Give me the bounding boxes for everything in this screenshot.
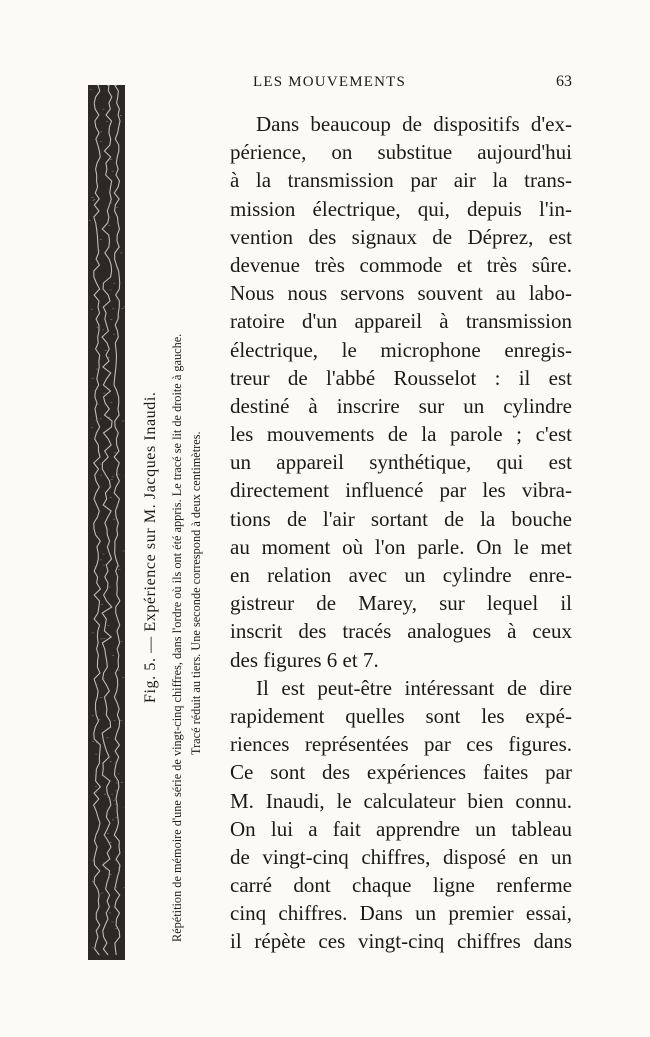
- running-header-title: LES MOUVEMENTS: [253, 74, 407, 90]
- figure-caption-title: Fig. 5. — Expérience sur M. Jacques Inaudi.: [142, 391, 159, 703]
- text-line: les mouvements de la parole ; c'est: [230, 422, 572, 447]
- text-line: rapidement quelles sont les expé-: [230, 703, 572, 728]
- text-line: Nous nous servons souvent au labo-: [230, 281, 572, 306]
- text-line: des figures 6 et 7.: [230, 647, 379, 672]
- text-line: en relation avec un cylindre enre-: [230, 563, 572, 587]
- text-line: directement influencé par les vibra-: [230, 478, 572, 503]
- text-line: cinq chiffres. Dans un premier essai,: [230, 901, 572, 926]
- text-line: Dans beaucoup de dispositifs d'ex-: [256, 112, 572, 136]
- text-line: inscrit des tracés analogues à ceux: [230, 619, 572, 644]
- text-line: riences représentées par ces figures.: [230, 732, 572, 757]
- text-line: un appareil synthétique, qui est: [230, 450, 572, 475]
- text-line: Ce sont des expériences faites par: [230, 760, 572, 785]
- text-line: treur de l'abbé Rousselot : il est: [230, 365, 572, 390]
- page-number: 63: [556, 73, 572, 90]
- figure-recording-trace: [88, 85, 125, 960]
- text-line: Il est peut-être intéressant de dire: [256, 675, 572, 700]
- text-line: tions de l'air sortant de la bouche: [230, 506, 572, 531]
- text-line: On lui a fait apprendre un tableau: [230, 816, 572, 841]
- text-line: au moment où l'on parle. On le met: [230, 534, 572, 559]
- text-line: devenue très commode et très sûre.: [230, 252, 572, 277]
- text-line: vention des signaux de Déprez, est: [230, 224, 572, 249]
- figure-caption-scale-note: Tracé réduit au tiers. Une seconde correspond à deux centimètres.: [189, 431, 203, 755]
- figure-caption-description: Répétition de mémoire d'une série de vingt-cinq chiffres, dans l'ordre où ils ont été appris. Le tracé se lit de droite à gauche.: [170, 333, 184, 942]
- text-line: de vingt-cinq chiffres, disposé en un: [230, 844, 572, 869]
- trace-graphic: [88, 85, 125, 960]
- text-line: M. Inaudi, le calculateur bien connu.: [230, 788, 572, 813]
- text-line: carré dont chaque ligne renferme: [230, 873, 572, 898]
- text-line: gistreur de Marey, sur lequel il: [230, 591, 572, 616]
- text-line: il répète ces vingt-cinq chiffres dans: [230, 929, 572, 954]
- text-line: destiné à inscrire sur un cylindre: [230, 393, 572, 418]
- body-paragraphs: [230, 110, 572, 956]
- text-line: ratoire d'un appareil à transmission: [230, 309, 572, 334]
- text-line: périence, on substitue aujourd'hui: [230, 140, 572, 165]
- text-line: électrique, le microphone enregis-: [230, 337, 572, 362]
- text-line: à la transmission par air la trans-: [230, 168, 572, 193]
- text-line: mission électrique, qui, depuis l'in-: [230, 196, 572, 221]
